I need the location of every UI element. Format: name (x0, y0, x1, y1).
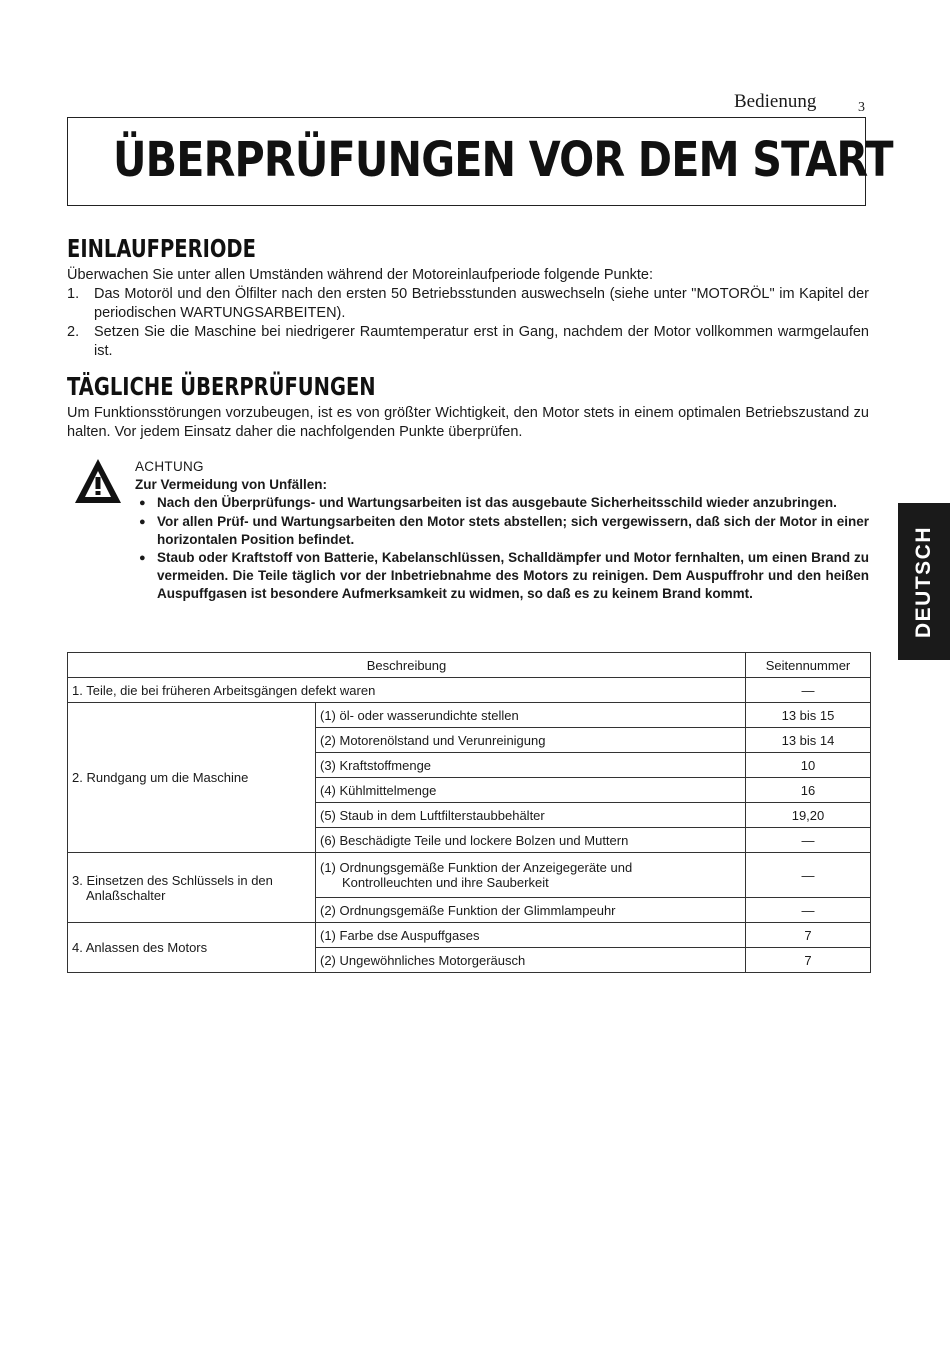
row1-desc: 1. Teile, die bei früheren Arbeitsgängen defekt waren (68, 678, 746, 703)
daily-check-table (67, 652, 871, 973)
bullet-icon: ● (139, 497, 146, 510)
table-cell-page: — (746, 828, 871, 853)
header-description: Beschreibung (68, 653, 746, 678)
warning-block (135, 458, 869, 604)
group4-label: 4. Anlassen des Motors (68, 923, 316, 973)
list-item (67, 285, 869, 323)
list-item (67, 323, 869, 361)
run-in-list (67, 285, 869, 361)
page-title: ÜBERPRÜFUNGEN VOR DEM START (113, 132, 893, 188)
warning-triangle-icon (73, 457, 123, 505)
table-cell-item: (2) Ordnungsgemäße Funktion der Glimmlampeuhr (316, 898, 746, 923)
language-tab (898, 503, 950, 660)
table-cell-item: (3) Kraftstoffmenge (316, 753, 746, 778)
table-cell-page: 13 bis 14 (746, 728, 871, 753)
language-tab-label: DEUTSCH (912, 525, 935, 638)
bullet-icon: ● (139, 552, 146, 565)
bullet-text: Nach den Überprüfungs- und Wartungsarbeiten ist das ausgebaute Sicherheitsschild wieder anzubringen. (157, 495, 837, 511)
header-page: Seitennummer (746, 653, 871, 678)
row1-page: — (746, 678, 871, 703)
table-cell-page: 7 (746, 923, 871, 948)
group3-label-line2: Anlaßschalter (86, 887, 166, 903)
bullet-text: Staub oder Kraftstoff von Batterie, Kabelanschlüssen, Schalldämpfer und Motor fernhalten, um einen Brand zu vermeiden. Die Teile täglich vor der Inbetriebnahme des Motors zu reinigen. Dem Auspuffrohr und den heißen Auspuffgasen ist besondere Aufmerksamkeit zu widmen, so daß es zu keinem Brand kommt. (157, 550, 869, 602)
table-cell-item: (6) Beschädigte Teile und lockere Bolzen und Muttern (316, 828, 746, 853)
bullet-icon: ● (139, 515, 146, 528)
warning-bullet (135, 513, 869, 549)
running-header-section: Bedienung (734, 91, 817, 112)
table-cell-page: 16 (746, 778, 871, 803)
table-cell-item: (1) Farbe dse Auspuffgases (316, 923, 746, 948)
heading-einlaufperiode: EINLAUFPERIODE (67, 234, 256, 263)
warning-bullet (135, 549, 869, 604)
table-cell-page: 19,20 (746, 803, 871, 828)
warning-title: ACHTUNG (135, 459, 204, 474)
table-cell-page: — (746, 898, 871, 923)
table-cell-page: 10 (746, 753, 871, 778)
list-text: Setzen Sie die Maschine bei niedrigerer Raumtemperatur erst in Gang, nachdem der Motor vollkommen warmgelaufen ist. (94, 324, 869, 359)
table-cell-item: (2) Ungewöhnliches Motorgeräusch (316, 948, 746, 973)
table-cell-page: — (746, 853, 871, 898)
heading-taegliche-ueberpruefungen: TÄGLICHE ÜBERPRÜFUNGEN (67, 372, 376, 401)
title-box (67, 117, 893, 206)
warning-subtitle: Zur Vermeidung von Unfällen: (135, 477, 328, 493)
table-cell-item: (5) Staub in dem Luftfilterstaubbehälter (316, 803, 746, 828)
list-text: Das Motoröl und den Ölfilter nach den ersten 50 Betriebsstunden auswechseln (siehe unter "MOTORÖL" im Kapitel der periodischen WARTUNGSARBEITEN). (94, 286, 869, 321)
group3-label-line1: 3. Einsetzen des Schlüssels in den (72, 872, 273, 888)
table-cell-page: 13 bis 15 (746, 703, 871, 728)
table-cell-page: 7 (746, 948, 871, 973)
bullet-text: Vor allen Prüf- und Wartungsarbeiten den Motor stets abstellen; sich vergewissern, daß sich der Motor in einer horizontalen Position befindet. (157, 513, 869, 547)
table-cell-item: (4) Kühlmittelmenge (316, 778, 746, 803)
warning-bullet (135, 494, 869, 512)
group2-label: 2. Rundgang um die Maschine (68, 703, 316, 853)
item-line1: (1) Ordnungsgemäße Funktion der Anzeigegeräte und (320, 860, 633, 875)
group3-label (68, 853, 316, 923)
daily-intro: Um Funktionsstörungen vorzubeugen, ist es von größter Wichtigkeit, den Motor stets in einem optimalen Betriebszustand zu halten. Vor jedem Einsatz daher die nachfolgenden Punkte überprüfen. (67, 405, 869, 440)
run-in-intro: Überwachen Sie unter allen Umständen während der Motoreinlaufperiode folgende Punkte: (67, 267, 654, 283)
table-cell-item (316, 853, 746, 898)
list-number: 1. (67, 286, 80, 302)
page-number: 3 (858, 100, 865, 115)
table-cell-item: (1) öl- oder wasserundichte stellen (316, 703, 746, 728)
item-line2: Kontrolleuchten und ihre Sauberkeit (342, 875, 549, 890)
table-cell-item: (2) Motorenölstand und Verunreinigung (316, 728, 746, 753)
list-number: 2. (67, 324, 80, 340)
